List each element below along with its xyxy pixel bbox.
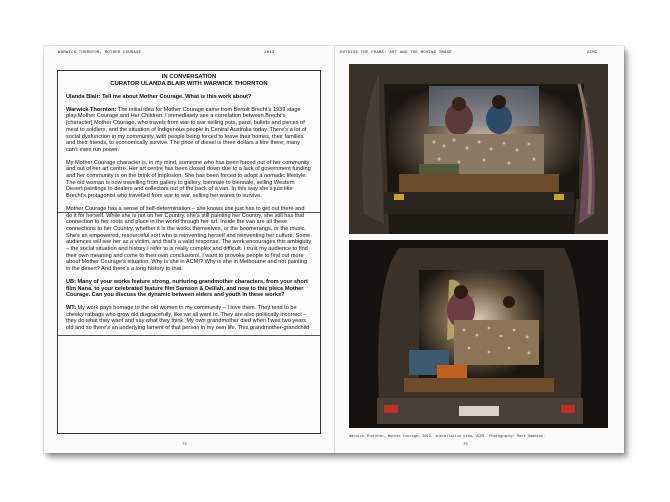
speaker-label: WT: <box>66 304 76 311</box>
paragraph-6 <box>66 305 312 332</box>
speaker-label: UB: <box>66 278 76 285</box>
paragraph-5 <box>66 279 312 299</box>
running-head-org: ACMI <box>587 51 598 55</box>
running-head-left: WARWICK THORNTON, MOTHER COURAGE <box>58 51 142 55</box>
left-page <box>44 46 335 453</box>
answer-text: My work pays homage to the old women in my community – I love them. They tend to be cheeky ratbags who grow old disgracefully, like we all want to. They are also politically incorrect – they do what they want and say what they think. My own grandmother died when I was two years old and so there’s an underlying lament of that person in my own life. This grandmother-grandchild <box>66 304 310 332</box>
article-heading: IN CONVERSATION <box>161 74 217 80</box>
paragraph-1 <box>66 94 312 101</box>
book-spread <box>44 46 624 453</box>
answer-text: The initial idea for Mother Courage came from Bertolt Brecht’s 1939 stage play Mother Courage and Her Children. I immediately see a correlation between Brecht’s [character] Mother Courage, who travels from war to war selling pots, pans, bullets and pieces of meat to soldiers, and the situation of Indigenous people in Central Australia today. There’s a lot of social dysfunction in my community, with people being forced to leave their homes, their families and their friends, to economically survive. The price of diesel is three dollars a litre there; many can’t even run power. <box>66 106 307 153</box>
horizontal-rule <box>58 335 321 336</box>
page-number-left: 74 <box>182 443 187 447</box>
speaker-label: Warwick Thornton: <box>66 106 117 113</box>
running-head-right: OUTSIDE THE FRAME: ART AND THE MOVING IMAGE <box>340 51 452 55</box>
paragraph-2 <box>66 107 312 154</box>
photo-caption: Warwick Thornton, Mother Courage, 2012, installation view, ACMI. Photography: Mark Gambino. <box>349 435 546 439</box>
installation-photo-bottom <box>349 240 608 428</box>
installation-photo-top <box>349 64 608 234</box>
question-text: Many of your works feature strong, nurturing grandmother characters, from your short film Nana, to your celebrated feature film Samson & Delilah, and now to this piece Mother Courage. Can you discuss the dynamic between elders and youth in these works? <box>66 278 308 299</box>
paragraph-3: My Mother Courage character is, in my mind, someone who has been forced out of her community and out of her art centre. Her art centre has been closed down due to a lack of government funding and her community is on the brink of implosion. She has been forced to adopt a nomadic lifestyle. The old woman is now travelling from gallery to gallery, biennale to biennale, selling Western Desert paintings to dealers and collectors out of the back of a van. In this way she’s just like Brecht’s protagonist who travelled from war to war, selling her wares to survive. <box>66 159 311 200</box>
running-head-year: 2013 <box>264 51 275 55</box>
right-page <box>335 46 624 453</box>
paragraph-4: Mother Courage has a sense of self-determination – she knows she just has to get out there and do it for herself. While she is not on her Country, she’s still painting her Country, she still has that connection to her roots and place in the world through her art. Inside the van are all these connections to her Country, whether it is the works themselves, or the boomerangs, or the music. She’s an empowered, resourceful sort who is reinventing herself and reinventing her culture. Some audiences will see her as a victim, and that’s a valid response. The work encourages this ambiguity – the social situation and history I refer to is really complex and difficult. I trust my audience to find their own meaning and come to their own conclusions. I want to provoke people to find out more about Mother Courage’s situation. Why is she in ACMI? Why is she in Melbourne and not painting in the desert? And there’s a long history to that. <box>66 205 312 273</box>
speaker-label: Ulanda Blair: <box>66 94 101 100</box>
van-rear-image <box>349 64 608 234</box>
interview-textbox <box>57 70 321 434</box>
page-number-right: 75 <box>463 443 468 447</box>
article-subheading: CURATOR ULANDA BLAIR WITH WARWICK THORNTON <box>110 81 268 87</box>
question-text: Tell me about Mother Courage. What is this work about? <box>100 94 252 100</box>
horizontal-rule <box>58 212 321 213</box>
van-rear-image <box>349 240 608 428</box>
